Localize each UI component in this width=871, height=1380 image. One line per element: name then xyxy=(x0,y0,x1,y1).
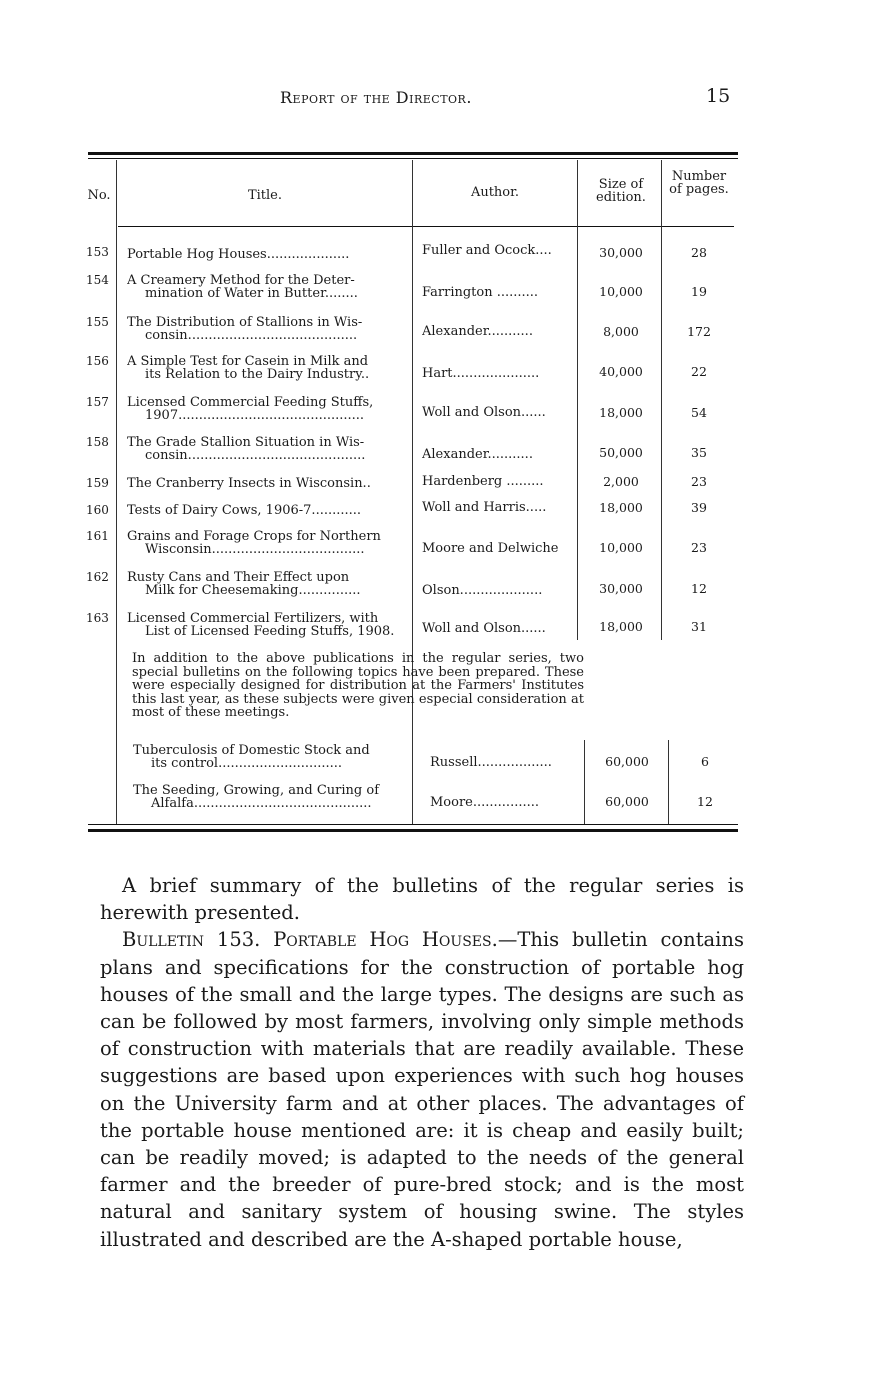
row-size: 18,000 xyxy=(599,620,643,633)
row-no: 156 xyxy=(86,355,109,368)
row-title-line2: its control.............................. xyxy=(151,756,343,770)
row-no: 153 xyxy=(86,246,109,259)
row-size: 10,000 xyxy=(599,285,643,298)
row-no: 157 xyxy=(86,396,109,409)
row-title: The Cranberry Insects in Wisconsin.. xyxy=(127,477,371,490)
row-title xyxy=(127,571,411,597)
row-no: 162 xyxy=(86,571,109,584)
row-title xyxy=(127,355,411,381)
row-pages: 39 xyxy=(691,501,707,514)
header-pages: Number of pages. xyxy=(669,169,729,197)
header-bottom-rule xyxy=(118,226,734,227)
table-note-text: In addition to the above publications in the regular series, two special bulletins on the following topics have been prepared. These were especially designed for distribution at the Farmers' Institutes this last year, as these subjects were given especial consideration at most of these meetings. xyxy=(132,651,584,720)
running-head: Report of the Director. xyxy=(280,88,472,107)
column-divider xyxy=(116,160,117,824)
row-no: 155 xyxy=(86,316,109,329)
row-title-line2: Milk for Cheesemaking............... xyxy=(145,583,361,597)
row-size: 30,000 xyxy=(599,582,643,595)
column-divider xyxy=(661,160,662,640)
row-title-line2: consin......................................... xyxy=(145,328,358,342)
row-no: 154 xyxy=(86,274,109,287)
row-title: Tests of Dairy Cows, 1906-7............ xyxy=(127,504,362,517)
row-title-line2: Wisconsin..................................... xyxy=(145,542,365,556)
row-author: Hart..................... xyxy=(422,367,540,380)
row-size: 10,000 xyxy=(599,541,643,554)
row-author: Farrington .......... xyxy=(422,286,539,299)
row-title-line1: Grains and Forage Crops for Northern xyxy=(127,530,381,544)
row-title-line1: Rusty Cans and Their Effect upon xyxy=(127,571,350,585)
row-title-line1: Tuberculosis of Domestic Stock and xyxy=(133,744,370,758)
row-author: Woll and Olson...... xyxy=(422,406,546,419)
row-pages: 12 xyxy=(697,795,713,808)
column-divider xyxy=(412,160,413,824)
row-title-line2: its Relation to the Dairy Industry.. xyxy=(145,367,370,381)
table-bottom-rule xyxy=(88,829,738,832)
row-pages: 172 xyxy=(687,325,711,338)
row-author: Alexander........... xyxy=(422,448,533,461)
row-author: Moore................ xyxy=(430,796,539,809)
row-author: Moore and Delwiche xyxy=(422,542,559,555)
bulletin-label: Bulletin 153. xyxy=(122,928,261,952)
row-size: 60,000 xyxy=(605,755,649,768)
row-size: 18,000 xyxy=(599,501,643,514)
row-author: Alexander........... xyxy=(422,325,533,338)
row-title-line2: Alfalfa........................................... xyxy=(151,796,372,810)
row-title xyxy=(133,784,417,810)
row-title-line1: The Distribution of Stallions in Wis- xyxy=(127,316,363,330)
bulletin-description: —This bulletin contains plans and specifications for the construction of portable hog houses of the small and the large types. The designs are such as can be followed by most farmers, involving only simple methods of construction with materials that are readily available. These suggestions are based upon experiences with such hog houses on the University farm and at other places. The advantages of the portable house mentioned are: it is cheap and easily built; can be readily moved; is adapted to the needs of the general farmer and the breeder of pure-bred stock; and is the most natural and sanitary system of housing swine. The styles illustrated and described are the A-shaped portable house, xyxy=(100,928,744,1251)
row-title xyxy=(127,612,411,638)
column-divider xyxy=(668,740,669,824)
row-size: 18,000 xyxy=(599,406,643,419)
row-no: 161 xyxy=(86,530,109,543)
row-title xyxy=(127,274,411,300)
row-title xyxy=(127,396,411,422)
table-bottom-rule-thin xyxy=(88,824,738,825)
column-divider xyxy=(577,160,578,640)
row-author: Olson.................... xyxy=(422,584,543,597)
row-title-line2: consin........................................... xyxy=(145,448,366,462)
bulletin-title: Portable Hog Houses. xyxy=(273,928,498,952)
row-no: 158 xyxy=(86,436,109,449)
body-text xyxy=(100,872,744,1253)
row-no: 163 xyxy=(86,612,109,625)
row-title-line1: Licensed Commercial Fertilizers, with xyxy=(127,612,379,626)
row-size: 2,000 xyxy=(603,475,639,488)
row-pages: 19 xyxy=(691,285,707,298)
row-pages: 35 xyxy=(691,446,707,459)
row-title-line1: A Simple Test for Casein in Milk and xyxy=(127,355,369,369)
header-author: Author. xyxy=(470,185,520,200)
row-pages: 31 xyxy=(691,620,707,633)
row-size: 40,000 xyxy=(599,365,643,378)
row-title xyxy=(127,530,411,556)
paragraph-bulletin-153 xyxy=(100,926,744,1252)
row-title-line1: A Creamery Method for the Deter- xyxy=(127,274,355,288)
row-pages: 22 xyxy=(691,365,707,378)
row-pages: 54 xyxy=(691,406,707,419)
row-author: Woll and Harris..... xyxy=(422,501,547,514)
row-no: 159 xyxy=(86,477,109,490)
row-title-line1: The Grade Stallion Situation in Wis- xyxy=(127,436,365,450)
row-size: 50,000 xyxy=(599,446,643,459)
row-pages: 23 xyxy=(691,475,707,488)
header-no: No. xyxy=(87,188,111,203)
row-title-line1: Licensed Commercial Feeding Stuffs, xyxy=(127,396,374,410)
row-pages: 28 xyxy=(691,246,707,259)
row-title xyxy=(133,744,417,770)
row-author: Russell.................. xyxy=(430,756,552,769)
header-size: Size of edition. xyxy=(596,177,646,205)
header-title: Title. xyxy=(247,188,283,203)
row-pages: 23 xyxy=(691,541,707,554)
paragraph-summary: A brief summary of the bulletins of the regular series is herewith presented. xyxy=(100,874,744,925)
page-number: 15 xyxy=(706,85,731,107)
row-title-line2: 1907............................................. xyxy=(145,408,365,422)
row-size: 8,000 xyxy=(603,325,639,338)
row-title xyxy=(127,436,411,462)
column-divider xyxy=(584,740,585,824)
row-title-line1: The Seeding, Growing, and Curing of xyxy=(133,784,380,798)
row-size: 30,000 xyxy=(599,246,643,259)
row-title-line2: List of Licensed Feeding Stuffs, 1908. xyxy=(145,624,395,638)
table-top-rule xyxy=(88,152,738,155)
table-top-rule-thin xyxy=(88,158,738,159)
row-author: Fuller and Ocock.... xyxy=(422,244,552,257)
row-pages: 12 xyxy=(691,582,707,595)
row-size: 60,000 xyxy=(605,795,649,808)
row-title: Portable Hog Houses.................... xyxy=(127,248,350,261)
row-author: Woll and Olson...... xyxy=(422,622,546,635)
row-pages: 6 xyxy=(701,755,709,768)
table-note xyxy=(132,652,584,720)
row-title xyxy=(127,316,411,342)
row-title-line2: mination of Water in Butter........ xyxy=(145,286,358,300)
row-no: 160 xyxy=(86,504,109,517)
row-author: Hardenberg ......... xyxy=(422,475,544,488)
